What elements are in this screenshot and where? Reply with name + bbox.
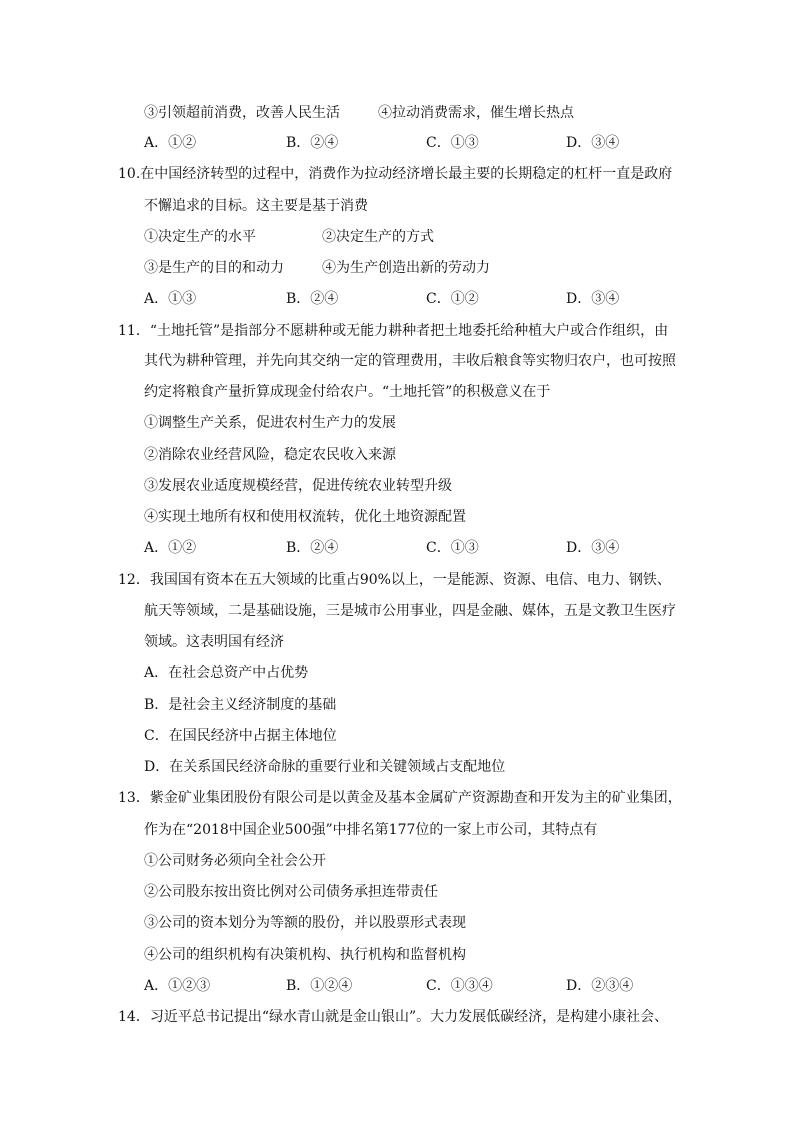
- q11-item-1: ①调整生产关系，促进农村生产力的发展: [144, 415, 396, 431]
- q11-option-c: C．①③: [426, 540, 479, 556]
- q10-option-d: D．③④: [566, 291, 620, 307]
- q9-item-3: ③引领超前消费，改善人民生活: [144, 105, 340, 121]
- q10-item-3: ③是生产的目的和动力: [144, 260, 284, 276]
- q9-option-b: B．②④: [286, 135, 339, 151]
- q12-stem-line-3: 领域。这表明国有经济: [144, 634, 284, 650]
- q11-stem-line-2: 其代为耕种管理，并先向其交纳一定的管理费用，丰收后粮食等实物归农户，也可按照: [144, 353, 676, 369]
- q10-option-a: A．①③: [144, 291, 197, 307]
- q13-option-a: A．①②③: [144, 978, 211, 994]
- q10-stem-line-2: 不懈追求的目标。这主要是基于消费: [144, 198, 368, 214]
- q12-choice-b: B．是社会主义经济制度的基础: [144, 697, 337, 713]
- q12-stem-line-2: 航天等领域，二是基础设施，三是城市公用事业，四是金融、媒体，五是文教卫生医疗: [144, 603, 676, 619]
- q11-item-4: ④实现土地所有权和使用权流转，优化土地资源配置: [144, 509, 466, 525]
- q11-item-2: ②消除农业经营风险，稳定农民收入来源: [144, 447, 396, 463]
- q13-stem-line-1: 13．紫金矿业集团股份有限公司是以黄金及基本金属矿产资源勘查和开发为主的矿业集团，: [118, 790, 682, 806]
- q12-choice-c: C．在国民经济中占据主体地位: [144, 728, 337, 744]
- q11-stem-line-1: 11．“土地托管”是指部分不愿耕种或无能力耕种者把土地委托给种植大户或合作组织，由: [118, 323, 669, 339]
- q10-item-2: ②决定生产的方式: [322, 229, 434, 245]
- q14-stem-line-1: 14．习近平总书记提出“绿水青山就是金山银山”。大力发展低碳经济，是构建小康社会、: [118, 1009, 669, 1025]
- q11-option-a: A．①②: [144, 540, 197, 556]
- q10-option-c: C．①②: [426, 291, 479, 307]
- q13-item-4: ④公司的组织机构有决策机构、执行机构和监督机构: [144, 947, 466, 963]
- q13-item-1: ①公司财务必须向全社会公开: [144, 853, 326, 869]
- q10-item-1: ①决定生产的水平: [144, 229, 256, 245]
- q10-item-4: ④为生产创造出新的劳动力: [322, 260, 490, 276]
- q10-stem-line-1: 10.在中国经济转型的过程中，消费作为拉动经济增长最主要的长期稳定的杠杆一直是政府: [118, 166, 673, 182]
- q9-option-a: A．①②: [144, 135, 197, 151]
- q13-item-3: ③公司的资本划分为等额的股份，并以股票形式表现: [144, 915, 466, 931]
- q9-option-c: C．①③: [426, 135, 479, 151]
- q13-stem-line-2: 作为在“2018中国企业500强”中排名第177位的一家上市公司，其特点有: [144, 822, 598, 838]
- q10-option-b: B．②④: [286, 291, 339, 307]
- q13-item-2: ②公司股东按出资比例对公司债务承担连带责任: [144, 884, 438, 900]
- q9-option-d: D．③④: [566, 135, 620, 151]
- q12-choice-a: A．在社会总资产中占优势: [144, 665, 309, 681]
- q11-item-3: ③发展农业适度规模经营，促进传统农业转型升级: [144, 478, 452, 494]
- q13-option-d: D．②③④: [566, 978, 634, 994]
- q9-item-4: ④拉动消费需求，催生增长热点: [378, 105, 574, 121]
- q12-stem-line-1: 12．我国国有资本在五大领域的比重占90%以上，一是能源、资源、电信、电力、钢铁、: [118, 572, 671, 588]
- q11-option-d: D．③④: [566, 540, 620, 556]
- q13-option-b: B．①②④: [286, 978, 353, 994]
- q13-option-c: C．①③④: [426, 978, 493, 994]
- q11-option-b: B．②④: [286, 540, 339, 556]
- q12-choice-d: D．在关系国民经济命脉的重要行业和关键领域占支配地位: [144, 759, 506, 775]
- q11-stem-line-3: 约定将粮食产量折算成现金付给农户。“土地托管”的积极意义在于: [144, 384, 551, 400]
